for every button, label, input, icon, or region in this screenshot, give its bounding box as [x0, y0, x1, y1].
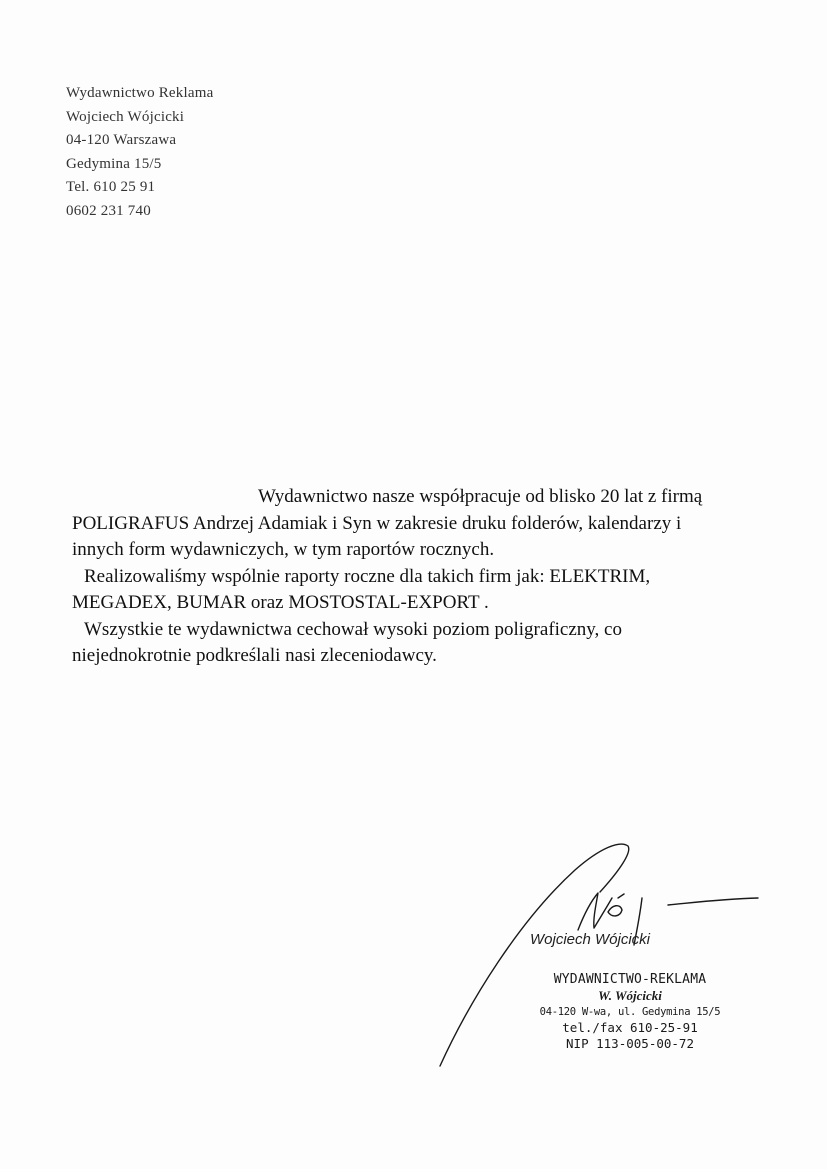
- body-line: innych form wydawniczych, w tym raportów rocznych.: [72, 539, 495, 560]
- stamp-owner: W. Wójcicki: [598, 988, 662, 1003]
- stamp-company: WYDAWNICTWO-REKLAMA: [553, 972, 707, 987]
- sender-name: Wojciech Wójcicki: [66, 108, 185, 125]
- body-line: Wydawnictwo nasze współpracuje od blisko 20 lat z firmą: [258, 486, 703, 507]
- body-line: Wszystkie te wydawnictwa cechował wysoki poziom poligraficzny, co: [84, 618, 622, 640]
- sender-company: Wydawnictwo Reklama: [66, 85, 214, 101]
- sender-city: 04-120 Warszawa: [66, 132, 177, 148]
- stamp-tax-id: NIP 113-005-00-72: [566, 1036, 694, 1051]
- body-line: MEGADEX, BUMAR oraz MOSTOSTAL-EXPORT .: [72, 592, 489, 613]
- sender-mobile: 0602 231 740: [66, 202, 151, 219]
- letter-body: [72, 484, 772, 670]
- body-line: niejednokrotnie podkreślali nasi zleceniodawcy.: [72, 645, 437, 666]
- sender-phone: Tel. 610 25 91: [66, 179, 156, 195]
- body-line: POLIGRAFUS Andrzej Adamiak i Syn w zakresie druku folderów, kalendarzy i: [72, 512, 682, 534]
- stamp-phone: tel./fax 610-25-91: [562, 1020, 698, 1035]
- company-stamp: [515, 972, 745, 1052]
- body-line: Realizowaliśmy wspólnie raporty roczne dla takich firm jak: ELEKTRIM,: [84, 565, 651, 587]
- sender-address-block: [66, 82, 213, 223]
- sender-street: Gedymina 15/5: [66, 155, 162, 172]
- stamp-address: 04-120 W-wa, ul. Gedymina 15/5: [539, 1006, 721, 1018]
- signature-printed-name: Wojciech Wójcicki: [530, 931, 651, 948]
